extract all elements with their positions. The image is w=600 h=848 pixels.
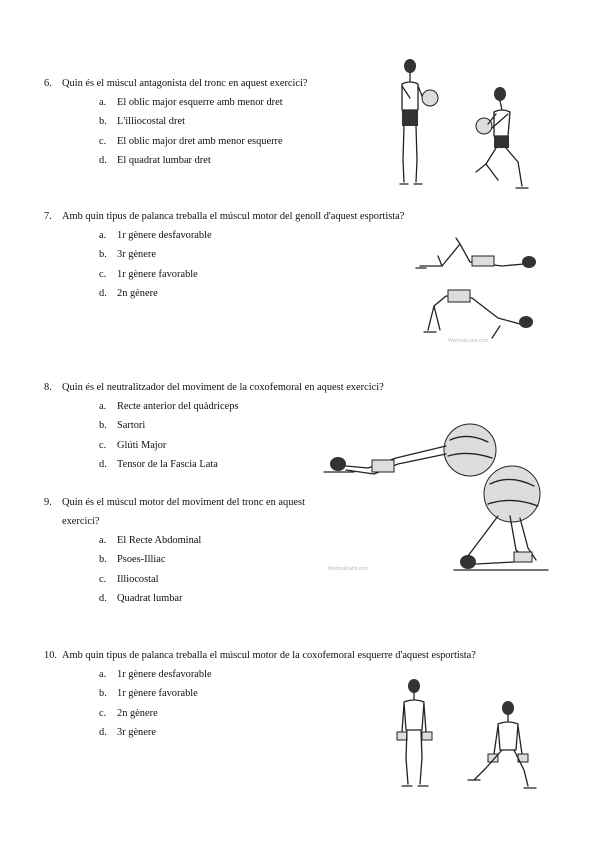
- question-number: 10.: [44, 650, 57, 661]
- option-letter: a.: [99, 401, 107, 412]
- option-letter: d.: [99, 155, 107, 167]
- question-number: 7.: [44, 211, 52, 222]
- question-number: 9.: [44, 497, 52, 508]
- question-6-text: [44, 77, 308, 91]
- option-text: 2n gènere: [117, 288, 158, 300]
- question-7: [44, 210, 404, 307]
- question-7-text: [44, 210, 404, 224]
- watermark-text: WorkoutLabs.com: [448, 338, 489, 344]
- ball-raised-figure-image: [328, 466, 548, 572]
- option-letter: b.: [99, 420, 107, 432]
- option-text: El oblic major esquerre amb menor dret: [117, 97, 283, 108]
- option-text: 1r gènere favorable: [117, 688, 198, 700]
- question-9-text: [44, 496, 305, 510]
- question-9-options: [44, 534, 305, 612]
- option-d: [99, 592, 305, 611]
- question-10-illustration: [392, 676, 542, 796]
- lunge-figure-image: [476, 87, 528, 188]
- option-text: L'illiocostal dret: [117, 116, 185, 128]
- option-letter: d.: [99, 459, 107, 471]
- option-text: Recte anterior del quàdriceps: [117, 401, 239, 412]
- option-letter: b.: [99, 116, 107, 128]
- option-text: Illiocostal: [117, 573, 159, 585]
- option-letter: b.: [99, 554, 107, 566]
- question-7-illustration: [412, 226, 542, 348]
- option-letter: d.: [99, 727, 107, 739]
- option-letter: c.: [99, 268, 107, 280]
- question-9: [44, 496, 305, 612]
- option-text: 1r gènere favorable: [117, 268, 198, 280]
- option-a: [99, 400, 384, 419]
- option-text: El quadrat lumbar dret: [117, 155, 211, 167]
- question-8-text: [44, 381, 384, 395]
- lunge-man-image: [468, 701, 536, 788]
- ball-lying-figure-image: [324, 424, 496, 476]
- option-a: [99, 534, 305, 553]
- bridge-figure-image: [424, 290, 533, 344]
- option-letter: c.: [99, 439, 107, 451]
- option-letter: a.: [99, 669, 107, 680]
- option-text: 1r gènere desfavorable: [117, 230, 212, 241]
- option-b: [99, 553, 305, 572]
- option-text: 3r gènere: [117, 249, 156, 261]
- question-6-illustration: [388, 52, 548, 194]
- option-d: [99, 287, 404, 306]
- option-letter: c.: [99, 135, 107, 147]
- question-6-options: [44, 96, 308, 174]
- option-letter: b.: [99, 688, 107, 700]
- question-prompt: Amb quin tipus de palanca treballa el múscul motor de la coxofemoral esquerre d'aquest esportista?: [62, 650, 476, 661]
- option-text: 2n gènere: [117, 707, 158, 719]
- option-text: 1r gènere desfavorable: [117, 669, 212, 680]
- question-prompt: Quin és el múscul motor del moviment del tronc en aquest: [62, 497, 305, 508]
- question-number: 8.: [44, 382, 52, 393]
- option-text: El Recte Abdominal: [117, 535, 202, 546]
- option-c: [99, 135, 308, 154]
- option-text: Quadrat lumbar: [117, 593, 183, 605]
- option-text: Glúti Major: [117, 439, 167, 451]
- option-b: [99, 115, 308, 134]
- option-d: [99, 154, 308, 173]
- option-a: [99, 96, 308, 115]
- question-prompt: Quin és el neutralitzador del moviment de la coxofemoral en aquest exercici?: [62, 382, 384, 393]
- question-6: [44, 77, 308, 174]
- question-number: 6.: [44, 78, 52, 89]
- option-text: Psoes-Illiac: [117, 554, 166, 566]
- option-c: [99, 268, 404, 287]
- question-10-text: [44, 649, 476, 663]
- option-text: Sartori: [117, 420, 146, 432]
- option-letter: c.: [99, 707, 107, 719]
- option-letter: d.: [99, 593, 107, 605]
- standing-figure-image: [400, 59, 438, 184]
- option-a: [99, 229, 404, 248]
- standing-man-image: [397, 679, 432, 786]
- option-b: [99, 248, 404, 267]
- option-text: El oblic major dret amb menor esquerre: [117, 135, 283, 147]
- watermark-text: WorkoutLabs.com: [328, 566, 369, 572]
- question-prompt: Amb quin tipus de palanca treballa el múscul motor del genoll d'aquest esportista?: [62, 211, 405, 222]
- option-letter: a.: [99, 535, 107, 546]
- question-8-9-illustration: [318, 420, 550, 586]
- option-letter: b.: [99, 249, 107, 261]
- question-prompt: Quin és el múscul antagonista del tronc en aquest exercici?: [62, 78, 308, 89]
- question-9-text-continued: exercici?: [62, 516, 100, 527]
- option-letter: a.: [99, 230, 107, 241]
- lying-figure-image: [416, 238, 536, 268]
- option-letter: c.: [99, 573, 107, 585]
- option-letter: d.: [99, 288, 107, 300]
- option-letter: a.: [99, 97, 107, 108]
- option-text: 3r gènere: [117, 727, 156, 739]
- question-7-options: [44, 229, 404, 307]
- option-c: [99, 573, 305, 592]
- option-text: Tensor de la Fascia Lata: [117, 459, 218, 471]
